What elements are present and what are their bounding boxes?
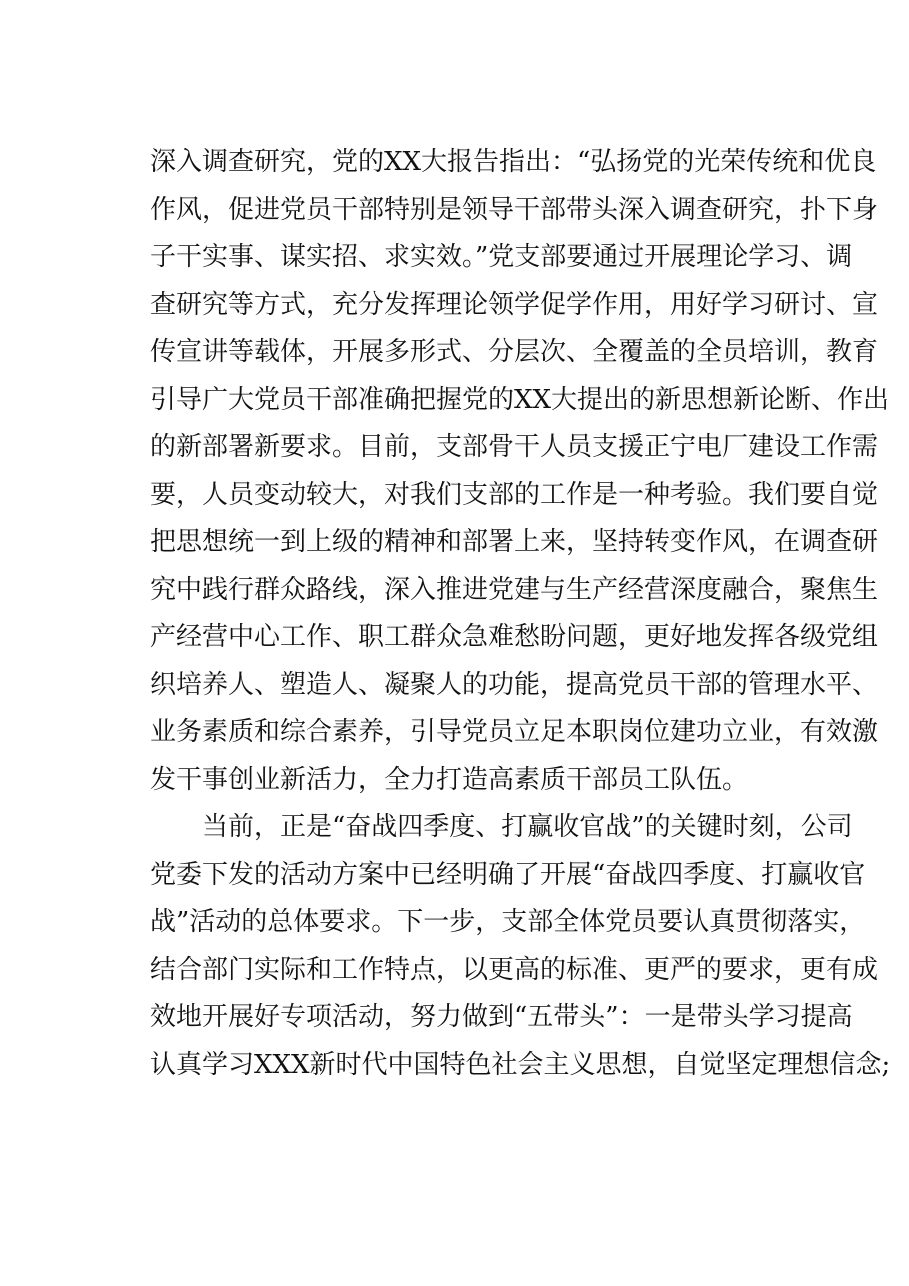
text-line: 产经营中心工作、职工群众急难愁盼问题，更好地发挥各级党组 [150, 622, 879, 652]
text-line: 效地开展好专项活动，努力做到“五带头”：一是带头学习提高 [150, 1002, 853, 1032]
paragraph-1 [150, 139, 890, 804]
text-line: 子干实事、谋实招、求实效。”党支部要通过开展理论学习、调 [150, 242, 853, 272]
text-line: 传宣讲等载体，开展多形式、分层次、全覆盖的全员培训，教育 [150, 337, 879, 367]
text-line: 的新部署新要求。目前，支部骨干人员支援正宁电厂建设工作需 [150, 432, 879, 462]
text-line: 把思想统一到上级的精神和部署上来，坚持转变作风，在调查研 [150, 527, 879, 557]
text-line: 织培养人、塑造人、凝聚人的功能，提高党员干部的管理水平、 [150, 669, 879, 700]
text-line: 查研究等方式，充分发挥理论领学促学作用，用好学习研讨、宣 [150, 289, 879, 320]
document-body [150, 139, 891, 1089]
text-line: 党委下发的活动方案中已经明确了开展“奋战四季度、打赢收官 [150, 859, 866, 890]
text-line: 业务素质和综合素养，引导党员立足本职岗位建功立业，有效激 [150, 717, 879, 747]
text-line: 当前，正是“奋战四季度、打赢收官战”的关键时刻，公司 [202, 812, 853, 842]
text-line: 战”活动的总体要求。下一步，支部全体党员要认真贯彻落实， [150, 907, 866, 937]
paragraph-2 [150, 804, 891, 1089]
text-line: 究中践行群众路线，深入推进党建与生产经营深度融合，聚焦生 [150, 574, 879, 605]
text-line: 认真学习XXX新时代中国特色社会主义思想，自觉坚定理想信念; [150, 1049, 891, 1080]
text-line: 作风，促进党员干部特别是领导干部带头深入调查研究，扑下身 [150, 194, 879, 225]
text-line: 要，人员变动较大，对我们支部的工作是一种考验。我们要自觉 [150, 479, 879, 510]
text-line: 深入调查研究，党的XX大报告指出：“弘扬党的光荣传统和优良 [150, 147, 877, 177]
text-line: 发干事创业新活力，全力打造高素质干部员工队伍。 [150, 764, 749, 795]
text-line: 引导广大党员干部准确把握党的XX大提出的新思想新论断、作出 [150, 384, 890, 415]
text-line: 结合部门实际和工作特点，以更高的标准、更严的要求，更有成 [150, 954, 879, 985]
